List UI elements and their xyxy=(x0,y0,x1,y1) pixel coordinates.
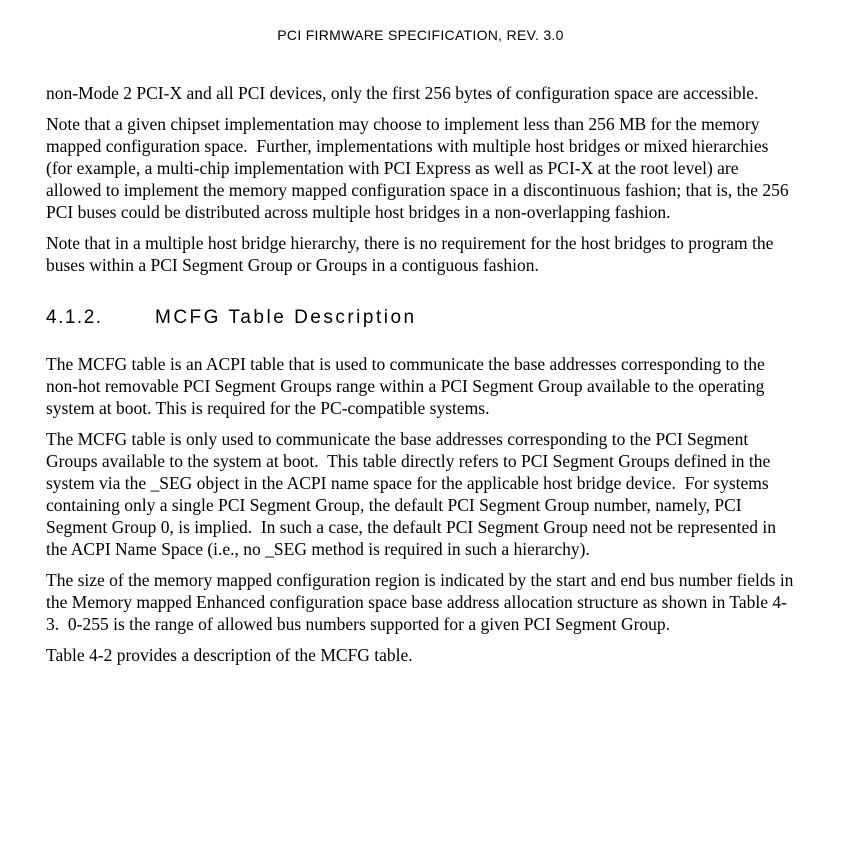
body-paragraph: Note that in a multiple host bridge hierarchy, there is no requirement for the host bridges to program the buses within a PCI Segment Group or Groups in a contiguous fashion. xyxy=(46,233,778,275)
body-paragraph: The size of the memory mapped configuration region is indicated by the start and end bus number fields in the Memory mapped Enhanced configuration space base address allocation structure as shown in Table 4-3. 0-255 is the range of allowed bus numbers supported for a given PCI Segment Group. xyxy=(46,570,798,634)
body-paragraph: non-Mode 2 PCI-X and all PCI devices, only the first 256 bytes of configuration space are accessible. xyxy=(46,83,759,103)
body-paragraph: Note that a given chipset implementation may choose to implement less than 256 MB for the memory mapped configuration space. Further, implementations with multiple host bridges or mixed hierarchies (for example, a multi-chip implementation with PCI Express as well as PCI-X at the root level) are allowed to implement the memory mapped configuration space in a discontinuous fashion; that is, the 256 PCI buses could be distributed across multiple host bridges in a non-overlapping fashion. xyxy=(46,114,793,222)
section-heading xyxy=(46,307,795,329)
page-content xyxy=(46,82,798,666)
body-paragraph: The MCFG table is an ACPI table that is used to communicate the base addresses corresponding to the non-hot removable PCI Segment Groups range within a PCI Segment Group available to the operating system at boot. This is required for the PC-compatible systems. xyxy=(46,354,770,418)
section-number: 4.1.2. xyxy=(46,307,103,328)
body-paragraph: Table 4-2 provides a description of the MCFG table. xyxy=(46,645,413,665)
page-header: PCI FIRMWARE SPECIFICATION, REV. 3.0 xyxy=(277,27,564,43)
body-paragraph: The MCFG table is only used to communicate the base addresses corresponding to the PCI Segment Groups available to the system at boot. This table directly refers to PCI Segment Groups defined in the system via the _SEG object in the ACPI name space for the applicable host bridge device. For systems containing only a single PCI Segment Group, the default PCI Segment Group number, namely, PCI Segment Group 0, is implied. In such a case, the default PCI Segment Group need not be represented in the ACPI Name Space (i.e., no _SEG method is required in such a hierarchy). xyxy=(46,429,781,559)
section-title: MCFG Table Description xyxy=(155,307,417,328)
